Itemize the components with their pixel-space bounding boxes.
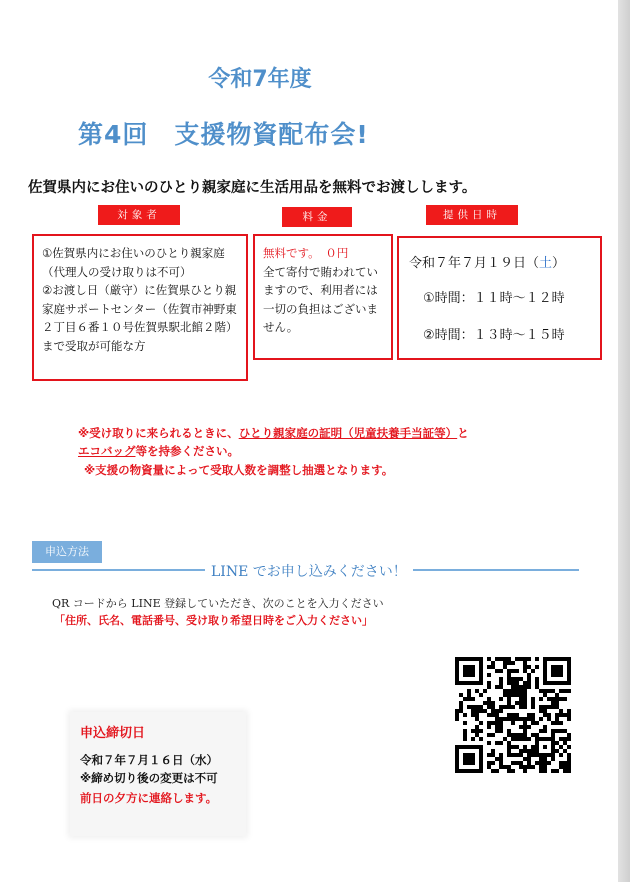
note-3: ※支援の物資量によって受取人数を調整し抽選となります。 xyxy=(84,463,394,477)
note-2-ecobag: エコバッグ xyxy=(78,444,136,458)
schedule-box xyxy=(397,236,602,360)
line-headline: LINE でお申し込みください！ xyxy=(205,561,413,581)
note-2 xyxy=(78,443,239,459)
title-year: 令和7年度 xyxy=(208,67,312,92)
tag-fee: 料金 xyxy=(282,207,352,227)
schedule-time-1: ①時間：１１時～１２時 xyxy=(423,291,565,306)
note-2-b: 等を持参ください。 xyxy=(135,444,239,458)
schedule-weekday: 土 xyxy=(539,256,553,271)
fee-box xyxy=(253,234,393,360)
schedule-date-prefix: 令和７年７月１９日（ xyxy=(409,256,540,271)
title-event: 第4回 支援物資配布会! xyxy=(78,120,369,149)
deadline-no-change: ※締め切り後の変更は不可 xyxy=(80,771,218,785)
tag-date: 提供日時 xyxy=(426,205,518,225)
method-tab: 申込方法 xyxy=(32,541,102,563)
lead-text: 佐賀県内にお住いのひとり親家庭に生活用品を無料でお渡しします。 xyxy=(28,180,477,196)
note-1 xyxy=(78,425,469,441)
deadline-contact: 前日の夕方に連絡します。 xyxy=(80,791,218,805)
target-line-1: ①佐賀県内にお住いのひとり親家庭（代理人の受け取りは不可） xyxy=(42,246,225,279)
qr-instruction: QR コードから LINE 登録していただき、次のことを入力ください xyxy=(52,597,384,610)
tag-target: 対象者 xyxy=(98,205,180,225)
target-box xyxy=(32,234,248,381)
note-1-c: と xyxy=(457,426,469,440)
deadline-title: 申込締切日 xyxy=(80,726,146,741)
qr-fields: 「住所、氏名、電話番号、受け取り希望日時をご入力ください」 xyxy=(54,614,373,627)
note-1-proof: ひとり親家庭の証明（児童扶養手当証等） xyxy=(238,426,458,440)
fee-detail: 全て寄付で賄われていますので、利用者には一切の負担はございません。 xyxy=(263,264,378,334)
schedule-time-2: ②時間：１３時～１５時 xyxy=(423,328,565,343)
schedule-date-suffix: ） xyxy=(552,256,566,271)
note-1-a: ※受け取りに来られるときに、 xyxy=(78,426,239,440)
page-edge xyxy=(618,0,630,882)
target-line-2: ②お渡し日（厳守）に佐賀県ひとり親家庭サポートセンター（佐賀市神野東２丁目６番１０号佐賀県駅北館２階）まで受取が可能な方 xyxy=(42,283,238,353)
schedule-date xyxy=(409,252,594,271)
deadline-date: 令和７年７月１６日（水） xyxy=(80,753,218,767)
fee-free: 無料です。 ０円 xyxy=(263,246,349,260)
qr-code-icon[interactable] xyxy=(455,657,571,773)
